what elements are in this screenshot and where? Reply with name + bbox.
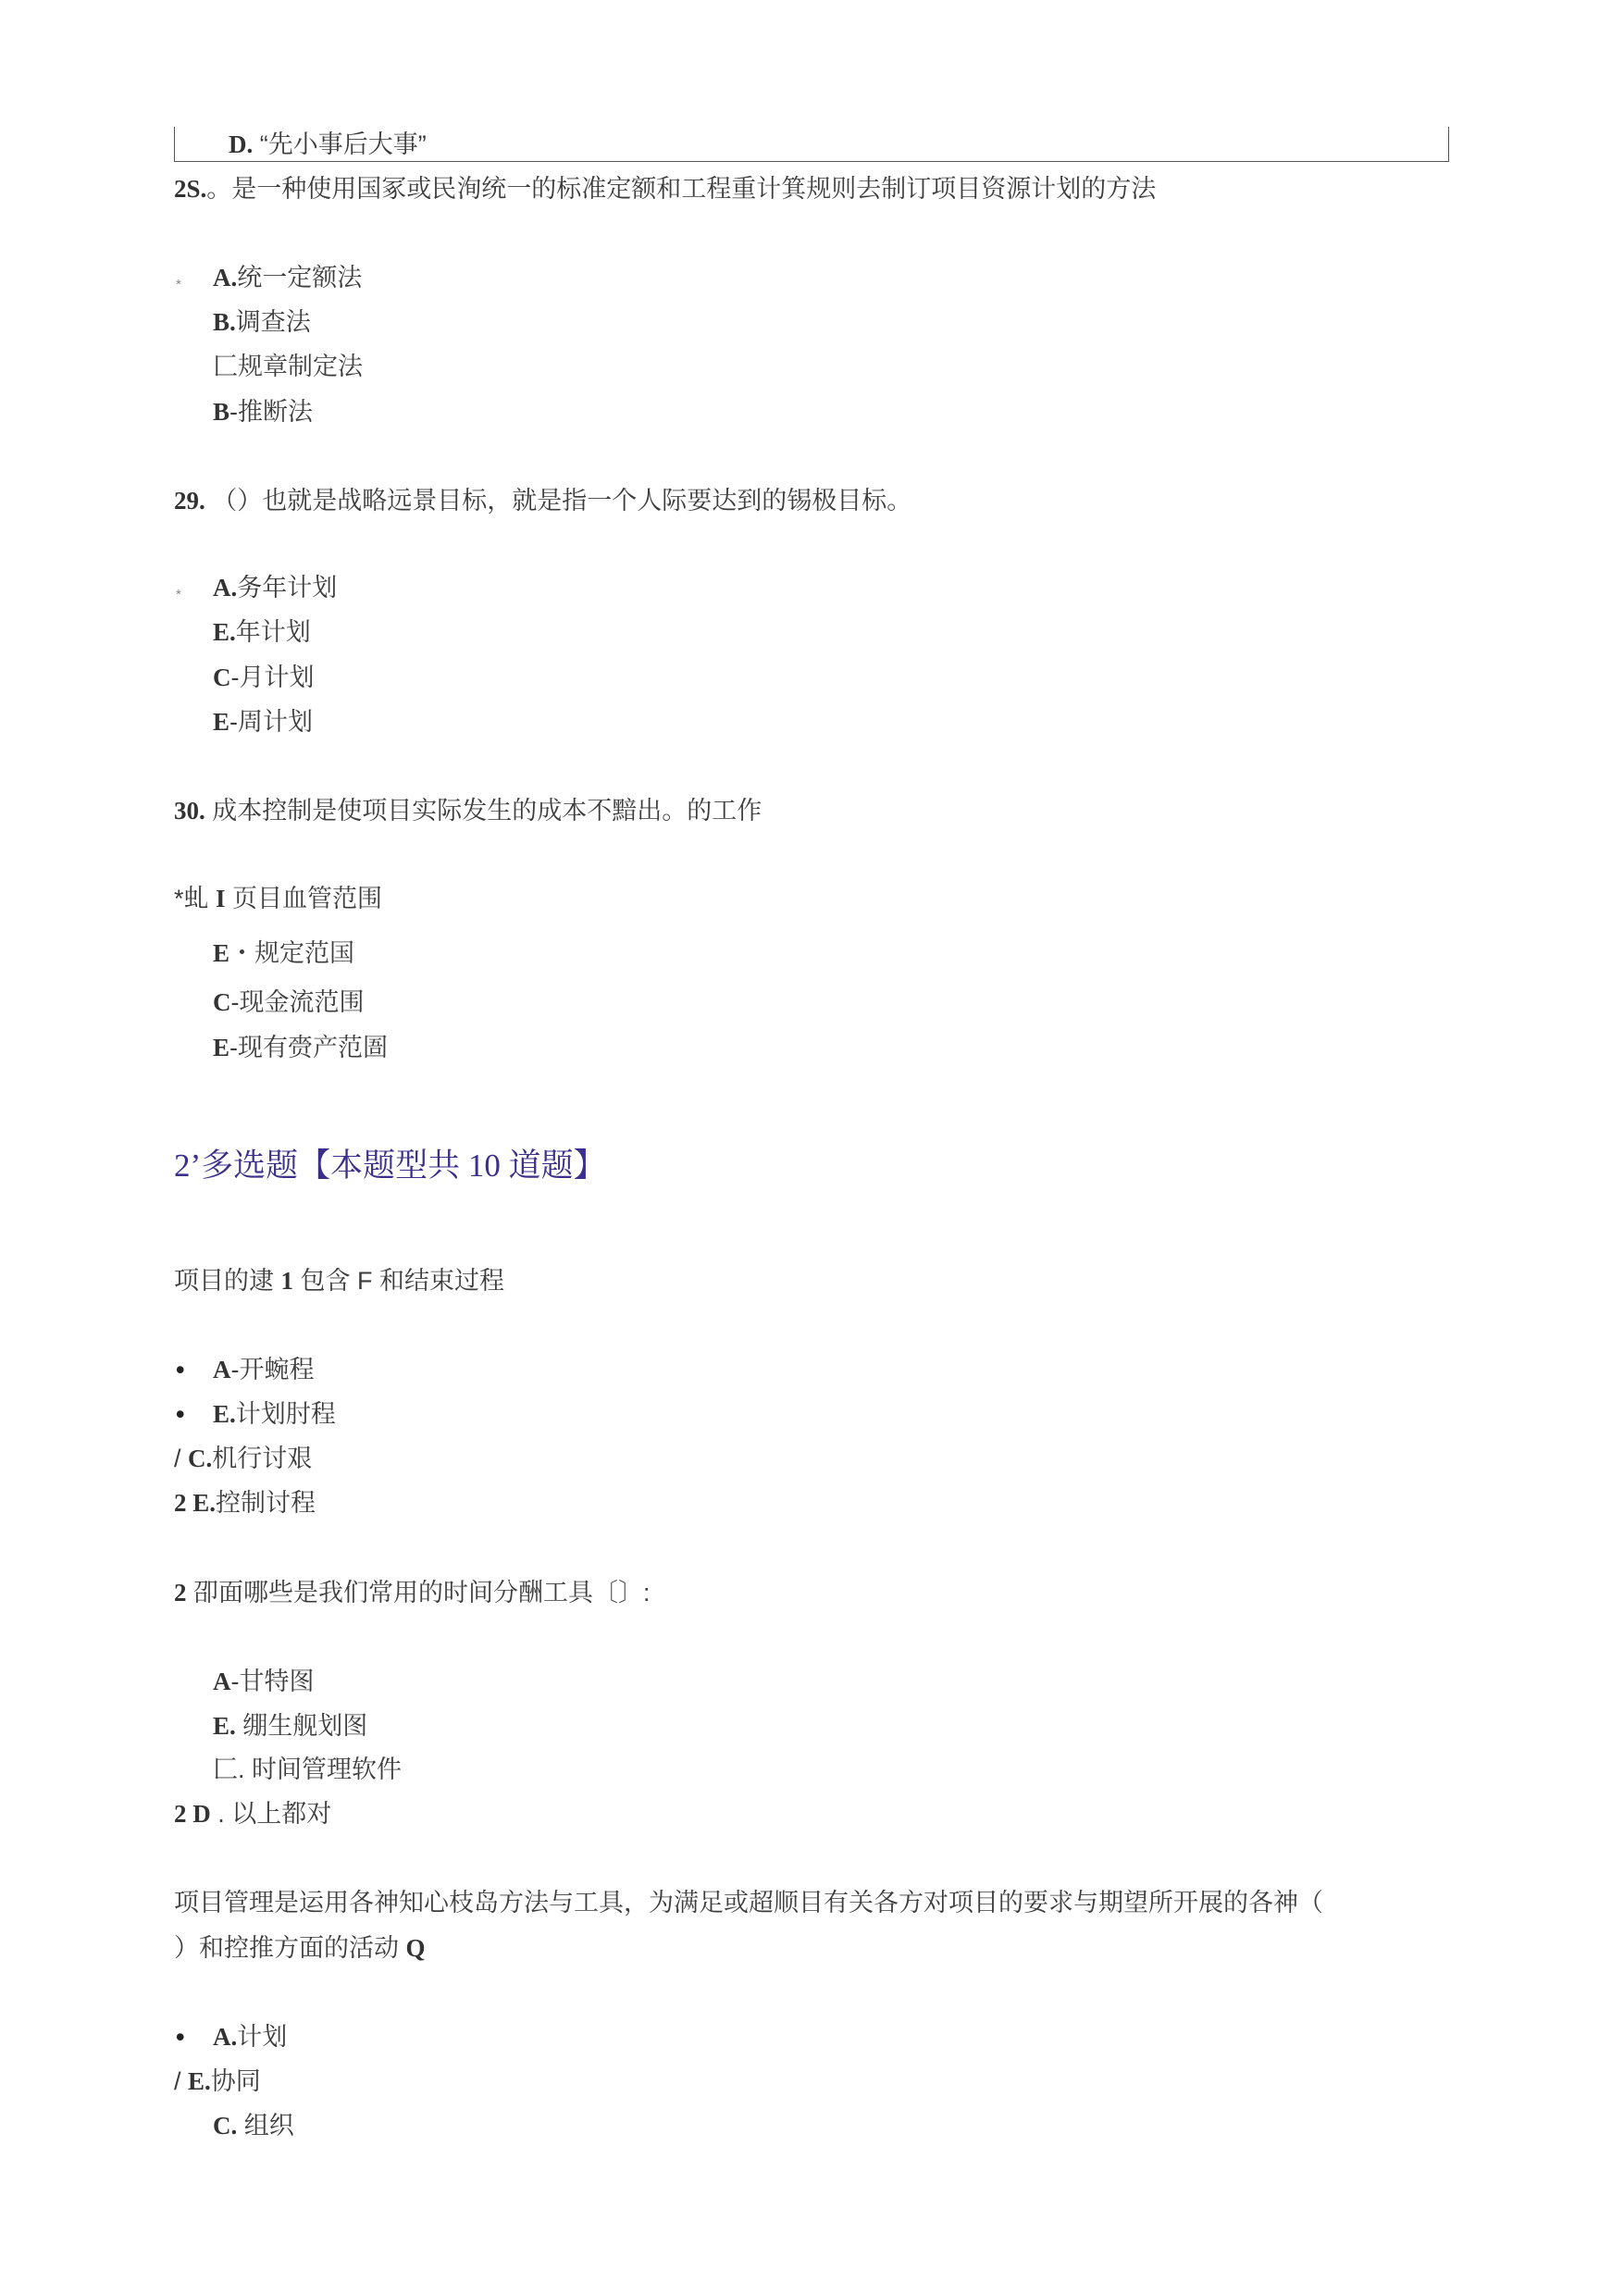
option-text: -现金流范围 bbox=[230, 988, 365, 1016]
option-key: B bbox=[213, 398, 230, 426]
option-key: E. bbox=[213, 1712, 236, 1740]
option-text: 匚. 时间管理软件 bbox=[213, 1755, 403, 1783]
question-text: 成本控制是使项目实际发生的成本不黯出。的工作 bbox=[205, 797, 762, 825]
bullet-mark: • bbox=[176, 1356, 185, 1383]
option-key: E bbox=[213, 939, 230, 967]
m2-option-a bbox=[213, 1666, 315, 1697]
option-key: E bbox=[213, 708, 230, 736]
option-key: A bbox=[213, 1356, 231, 1383]
option-key: C bbox=[213, 988, 231, 1016]
option-text: -月计划 bbox=[230, 664, 315, 691]
question-number: 29. bbox=[174, 487, 205, 515]
option-key: B. bbox=[213, 308, 236, 336]
q30-option-b bbox=[213, 937, 354, 969]
option-prefix: *虬 bbox=[174, 885, 217, 912]
option-key: E. bbox=[188, 2067, 211, 2095]
option-text: 年计划 bbox=[235, 618, 311, 646]
option-text: -周计划 bbox=[229, 708, 314, 736]
option-text: -甘特图 bbox=[230, 1668, 315, 1695]
option-text: ・规定范国 bbox=[229, 939, 355, 967]
option-key: A. bbox=[213, 2023, 238, 2051]
option-key: C bbox=[213, 664, 231, 691]
option-text: 计划肘程 bbox=[235, 1400, 336, 1428]
prev-option-d bbox=[229, 129, 427, 160]
question-number: 1 bbox=[280, 1267, 294, 1295]
q30-option-d bbox=[213, 1032, 388, 1063]
multi-question-1 bbox=[174, 1265, 504, 1296]
option-text: “先小事后大事” bbox=[253, 130, 427, 158]
q28-option-a bbox=[213, 262, 362, 293]
question-number: 2 bbox=[174, 1579, 187, 1606]
question-text: 包含 F 和结束过程 bbox=[293, 1267, 505, 1295]
question-text: 卲面哪些是我们常用的时间分酬工具〔〕: bbox=[186, 1579, 651, 1606]
q29-option-d bbox=[213, 706, 313, 738]
question-text: （）也就是战略远景目标，就是指一个人际要达到的锡极目标。 bbox=[205, 487, 912, 515]
option-text: 协同 bbox=[210, 2067, 261, 2095]
section-heading: 2’多选题【本题型共 10 道题】 bbox=[174, 1148, 606, 1184]
q29-option-a bbox=[213, 572, 337, 603]
q28-option-d bbox=[213, 396, 313, 428]
answer-mark: / bbox=[174, 2067, 189, 2095]
multi-question-3-line-1: 项目管理是运用各神知心枝岛方法与工具，为满足或超顺目有关各方对项目的要求与期望所开展的各神（ bbox=[174, 1889, 1323, 1917]
option-text: 绷生舰划图 bbox=[235, 1712, 368, 1740]
m1-option-a bbox=[213, 1354, 315, 1385]
question-30 bbox=[174, 795, 762, 826]
option-text: 统一定额法 bbox=[237, 264, 363, 292]
m3-option-b bbox=[174, 2066, 261, 2097]
option-key: A bbox=[213, 1668, 231, 1695]
q29-option-b bbox=[213, 616, 311, 648]
option-text: . 以上都对 bbox=[210, 1800, 332, 1828]
m3-option-a bbox=[213, 2021, 287, 2053]
m2-option-b bbox=[213, 1710, 367, 1742]
option-key: E. bbox=[213, 1400, 236, 1428]
q28-option-b bbox=[213, 306, 311, 338]
option-text: 组织 bbox=[237, 2112, 294, 2140]
question-prefix: 项目的逮 bbox=[174, 1267, 281, 1295]
option-text: -现有赍产范圄 bbox=[229, 1034, 389, 1061]
option-text: -推断法 bbox=[229, 398, 314, 426]
question-number: 30. bbox=[174, 797, 205, 825]
m1-option-d bbox=[174, 1487, 316, 1519]
option-key: D bbox=[192, 1800, 211, 1828]
answer-mark: / bbox=[174, 1445, 189, 1472]
answer-mark: * bbox=[176, 587, 181, 602]
answer-mark: 2 bbox=[174, 1489, 193, 1517]
option-text: 页目血管范围 bbox=[225, 885, 383, 912]
option-key: E. bbox=[192, 1489, 217, 1517]
option-text: -开蜿程 bbox=[230, 1356, 315, 1383]
multi-question-2 bbox=[174, 1577, 651, 1608]
answer-mark: 2 bbox=[174, 1800, 193, 1828]
option-text: 机行讨艰 bbox=[212, 1445, 313, 1472]
q28-option-c bbox=[213, 351, 363, 382]
m2-option-d bbox=[174, 1798, 331, 1830]
m1-option-b bbox=[213, 1398, 336, 1430]
question-text: ）和控推方面的活动 bbox=[174, 1934, 406, 1962]
option-key: A. bbox=[213, 264, 238, 292]
option-text: 调查法 bbox=[235, 308, 311, 336]
option-key: C. bbox=[188, 1445, 213, 1472]
bullet-mark: • bbox=[176, 1400, 185, 1428]
option-text: 匚规章制定法 bbox=[213, 353, 363, 380]
question-29 bbox=[174, 485, 911, 516]
question-28 bbox=[174, 173, 1156, 205]
question-text: 。是一种使用国冢或民洵统一的标准定额和工程重计箕规则去制订项目资源计划的方法 bbox=[206, 175, 1157, 203]
option-key: C. bbox=[213, 2112, 238, 2140]
option-text: 控制讨程 bbox=[216, 1489, 316, 1517]
option-key: A. bbox=[213, 574, 238, 602]
m2-option-c bbox=[213, 1754, 402, 1785]
option-key: I bbox=[216, 885, 226, 912]
q30-option-c bbox=[213, 986, 365, 1018]
multi-question-3-line-2 bbox=[174, 1932, 426, 1964]
option-key: E. bbox=[213, 618, 236, 646]
bullet-mark: • bbox=[176, 2023, 185, 2051]
question-number: 2S. bbox=[174, 175, 207, 203]
option-text: 计划 bbox=[237, 2023, 288, 2051]
option-key: D. bbox=[229, 130, 254, 158]
q29-option-c bbox=[213, 662, 315, 693]
question-tail: Q bbox=[405, 1934, 426, 1962]
q30-option-a bbox=[174, 883, 382, 914]
m1-option-c bbox=[174, 1443, 312, 1474]
m3-option-c bbox=[213, 2110, 294, 2141]
option-key: E bbox=[213, 1034, 230, 1061]
answer-mark: * bbox=[176, 277, 181, 292]
option-text: 务年计划 bbox=[237, 574, 338, 602]
